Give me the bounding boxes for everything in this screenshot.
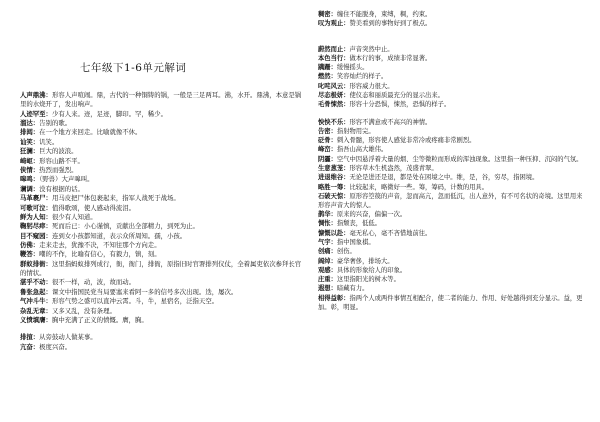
vocab-definition: 走来走去，犹豫不决，不知往那个方向走。	[39, 241, 161, 250]
right-column	[318, 0, 588, 312]
vocab-term: 尽态极妍：	[318, 91, 350, 99]
vocab-entry	[318, 238, 588, 247]
vocab-term: 遐想：	[318, 285, 337, 293]
vocab-term: 叱咤风云：	[318, 82, 350, 90]
vocab-term: 谰调：	[20, 184, 40, 193]
vocab-entry	[20, 204, 302, 213]
vocab-entry	[20, 278, 302, 287]
vocab-term: 鹊华：	[318, 211, 337, 219]
vocab-term: 溜达：	[20, 118, 40, 127]
vocab-definition: 课文中指国民党当局要塞来看阿一多的信号多次出现。迭，屡次。	[51, 287, 238, 296]
vocab-entry	[318, 136, 588, 145]
vocab-entry	[20, 307, 302, 316]
vocab-term: 怏怏不乐：	[318, 118, 350, 126]
vocab-definition: 无论是进还是退，都是处在困境之中。维，是，谷，穷尽，指困境。	[349, 174, 539, 182]
vocab-definition: 嘲的不作，比喻有信心，有毅力，镇，刻。	[39, 250, 161, 259]
vocab-entry	[20, 91, 302, 109]
vocab-definition: 告别的歌。	[39, 118, 72, 127]
vocab-entry	[20, 250, 302, 259]
vocab-entry	[20, 185, 302, 194]
vocab-term: 鲜为人知：	[20, 212, 52, 221]
vocab-entry	[20, 343, 302, 352]
vocab-definition: 具体的形象给人的印象。	[336, 266, 407, 274]
vocab-definition: 暗藏有力。	[336, 285, 369, 293]
vocab-entry	[318, 275, 588, 284]
vocab-definition: 没有根据的话。	[39, 184, 84, 193]
vocab-entry	[20, 119, 302, 128]
vocab-entry	[318, 210, 588, 219]
vocab-term: 告密：	[318, 127, 337, 135]
vocab-term: 嗥鸣：	[20, 175, 40, 184]
vocab-term: 蹒跚：	[318, 64, 337, 72]
vocab-entry	[20, 194, 302, 203]
vocab-entry	[318, 145, 588, 154]
vocab-term: 叹为观止：	[318, 20, 350, 28]
vocab-entry	[318, 164, 588, 173]
vocab-definition: 这里指阳光的树木等。	[336, 276, 400, 284]
vocab-definition: 形容威力很大。	[349, 82, 394, 90]
vocab-entry	[318, 82, 588, 91]
vocab-term: 石破天惊：	[318, 192, 350, 200]
left-entry-list	[20, 91, 302, 352]
vocab-term: 排揎：	[20, 333, 40, 342]
vocab-entry	[318, 10, 588, 19]
vocab-entry	[20, 157, 302, 166]
vocab-entry	[318, 229, 588, 238]
vocab-definition: 刺入骨髓，形容使人感觉非常冷或疼痛非常剧烈。	[336, 137, 476, 145]
vocab-term: 人声鼎沸：	[20, 91, 52, 99]
vocab-definition: 从旁鼓动人做某事。	[39, 333, 97, 342]
vocab-term: 慷慨以赴：	[318, 229, 350, 237]
vocab-term: 毛骨悚然：	[318, 101, 350, 109]
vocab-definition: 热烈而强烈。	[39, 165, 78, 174]
vocab-definition: 形容气势之盛可以直冲云霄。斗，牛，星宿名，泛指天空。	[51, 297, 219, 306]
vocab-term: 群蚁排衙：	[20, 259, 52, 268]
entry-gap	[318, 110, 588, 118]
vocab-term: 蔚然而止：	[318, 45, 350, 53]
vocab-term: 仿佛：	[20, 241, 40, 250]
vocab-definition: 指颓丧，低低。	[336, 220, 381, 228]
vocab-term: 燃然：	[318, 73, 337, 81]
vocab-entry	[318, 247, 588, 256]
vocab-term: 义愤填膺：	[20, 316, 52, 324]
vocab-definition: 指吾山高大雄伟。	[336, 146, 388, 154]
right-entry-list	[318, 0, 588, 312]
vocab-definition: 形容不满意或不高兴的神情。	[349, 118, 432, 126]
vocab-entry	[20, 175, 302, 184]
vocab-term: 目不窥园：	[20, 231, 52, 240]
vocab-entry	[20, 128, 302, 137]
vocab-definition: 缓慢摇头。	[336, 64, 369, 72]
vocab-definition: 指射物用完。	[336, 127, 375, 135]
vocab-entry	[318, 173, 588, 182]
vocab-term: 杂乱无章：	[20, 306, 52, 315]
vocab-entry	[20, 297, 302, 306]
vocab-term: 马革裹尸：	[20, 194, 52, 203]
vocab-definition: 形容草木生机盎然，茂盛青翠。	[349, 164, 438, 172]
vocab-term: 湛乎不动：	[20, 278, 52, 287]
vocab-term: 阔绰：	[318, 257, 337, 265]
vocab-definition: 豪华奢侈，排场大。	[336, 257, 394, 265]
vocab-definition: 死而后已：小心谨慎，贡献出全部精力，到死为止。	[51, 222, 199, 231]
vocab-entry	[20, 260, 302, 278]
vocab-definition: 这里指蚂蚁排列成行，衙，衙门，排衙，原指旧时官署排列仪仗，全着属吏依次参拜长官的情状。	[20, 259, 302, 278]
vocab-term: 进退维谷：	[318, 174, 350, 182]
vocab-entry	[318, 257, 588, 266]
vocab-definition: 指两个人或两件事情互相配合，使二者的能力、作用、好处越得到充分显示。益，更加。彰，明显。	[318, 294, 583, 311]
vocab-term: 侠情：	[20, 165, 40, 174]
vocab-definition: 空气中因悬浮着大量的烟、尘等微粒而形成的浑浊现象。这里指一种压抑、沉闷的气氛。	[336, 155, 583, 163]
vocab-entry	[20, 147, 302, 156]
vocab-term: 惆怅：	[318, 220, 337, 228]
vocab-term: 砭骨：	[318, 137, 337, 145]
vocab-definition: 形容十分恐惧，悚然，恐惧的样子。	[349, 101, 451, 109]
vocab-term: 略胜一筹：	[318, 183, 350, 191]
vocab-definition: 在一个地方来回走。比喻就像不休。	[39, 128, 142, 137]
vocab-definition: 形容人声喧闹。鼎，古代的一种铜铸的锅，一般是三足两耳。沸，水开。鼎沸，本意是锅里的水烧开了，发出响声。	[20, 91, 302, 109]
page-title: 七年级下1-6单元解词	[80, 62, 187, 74]
vocab-entry	[20, 288, 302, 297]
vocab-definition: 毫无私心，毫不吝惜地前往。	[349, 229, 432, 237]
vocab-definition: 声音突然中止。	[349, 45, 394, 53]
vocab-term: 可歌可泣：	[20, 203, 52, 212]
vocab-entry	[318, 284, 588, 293]
vocab-term: 鞠躬尽瘁：	[20, 222, 52, 231]
vocab-entry	[318, 127, 588, 136]
vocab-entry	[20, 241, 302, 250]
vocab-term: 生意葱茏：	[318, 164, 350, 172]
vocab-definition: 连到女小孩都知道，表示众所周知。孺，小孩。	[51, 231, 187, 240]
vocab-definition: 原来的兴奋，偏偏一次。	[336, 211, 407, 219]
vocab-definition: 原形容箜篌的声音，忽而高亢，忽而低沉，出人意外，有不可名状的奇境。这里用来形容声音大的惊人。	[318, 192, 583, 209]
entry-gap	[318, 29, 588, 37]
vocab-term: 狂澜：	[20, 147, 40, 156]
vocab-term: 庄重：	[318, 276, 337, 284]
vocab-entry	[20, 333, 302, 342]
vocab-entry	[318, 183, 588, 192]
vocab-definition: 指中国象棋。	[336, 239, 375, 246]
vocab-definition: 赞美看到的事物好到了极点。	[349, 20, 432, 28]
vocab-entry	[20, 166, 302, 175]
vocab-definition: 比较起来，略微好一些。筹，筹码，计数的用具。	[349, 183, 489, 191]
vocab-term: 鞭答：	[20, 250, 40, 259]
vocab-term: 气宇：	[318, 239, 337, 246]
vocab-definition: 笑容灿烂的样子。	[336, 73, 388, 81]
vocab-entry	[318, 294, 588, 312]
vocab-definition: （野兽）大声嗥叫。	[39, 175, 94, 184]
vocab-definition: 又多又乱，没有条理。	[51, 306, 116, 315]
vocab-entry	[318, 91, 588, 100]
vocab-definition: 做本行的事，成绩非常显著。	[349, 54, 432, 62]
vocab-definition: 少有人来。迹，足迹，脚印。罕，稀少。	[51, 109, 167, 118]
vocab-entry	[318, 155, 588, 164]
vocab-term: 气冲斗牛：	[20, 297, 52, 306]
vocab-definition: 胸中充满了正义的愤慨。膺，胸。	[51, 316, 148, 324]
vocab-definition: 用马皮把尸体包裹起来，指军人战死于战场。	[51, 194, 180, 203]
vocab-entry	[20, 213, 302, 222]
vocab-term: 创痛：	[318, 248, 337, 256]
vocab-definition: 创伤。	[336, 248, 356, 256]
vocab-term: 讪笑：	[20, 137, 40, 146]
vocab-definition: 很不一样，动，波，故而动。	[51, 278, 136, 287]
left-column	[20, 0, 302, 352]
vocab-definition: 使仪态和丽质最充分的显示出来。	[349, 91, 444, 99]
vocab-entry	[20, 138, 302, 147]
vocab-entry	[318, 19, 588, 28]
vocab-term: 亢奋：	[20, 342, 40, 351]
vocab-entry	[318, 72, 588, 81]
vocab-definition: 讥笑。	[39, 137, 59, 146]
vocab-entry	[318, 45, 588, 54]
vocab-entry	[318, 100, 588, 109]
vocab-term: 崎岖：	[20, 156, 40, 165]
vocab-definition: 缠住不能脱身，束缚，稠，约束。	[336, 11, 432, 18]
vocab-entry	[318, 219, 588, 228]
vocab-term: 本色当行：	[318, 54, 350, 62]
vocab-term: 排闼：	[20, 128, 40, 137]
vocab-definition: 值得歌颂，使人感动得流泪。	[51, 203, 136, 212]
vocab-term: 鲁张急起：	[20, 287, 52, 296]
vocab-entry	[20, 222, 302, 231]
vocab-definition: 很少有人知道。	[51, 212, 97, 221]
vocab-term: 人迹罕至：	[20, 109, 52, 118]
vocab-term: 峰峦：	[318, 146, 337, 154]
vocab-term: 阴霾：	[318, 155, 337, 163]
vocab-term: 观感：	[318, 266, 337, 274]
vocab-entry	[318, 266, 588, 275]
vocab-term: 稠密：	[318, 11, 337, 18]
vocab-entry	[318, 118, 588, 127]
vocab-entry	[318, 54, 588, 63]
vocab-entry	[20, 316, 302, 325]
vocab-entry	[20, 110, 302, 119]
vocab-definition: 极度兴奋。	[39, 342, 72, 351]
vocab-definition: 巨大的波浪。	[39, 147, 78, 156]
vocab-term: 相得益彰：	[318, 294, 350, 302]
entry-gap	[318, 37, 588, 45]
vocab-entry	[318, 192, 588, 210]
vocab-definition: 形容山路不平。	[39, 156, 84, 165]
vocab-entry	[318, 63, 588, 72]
vocab-entry	[20, 232, 302, 241]
